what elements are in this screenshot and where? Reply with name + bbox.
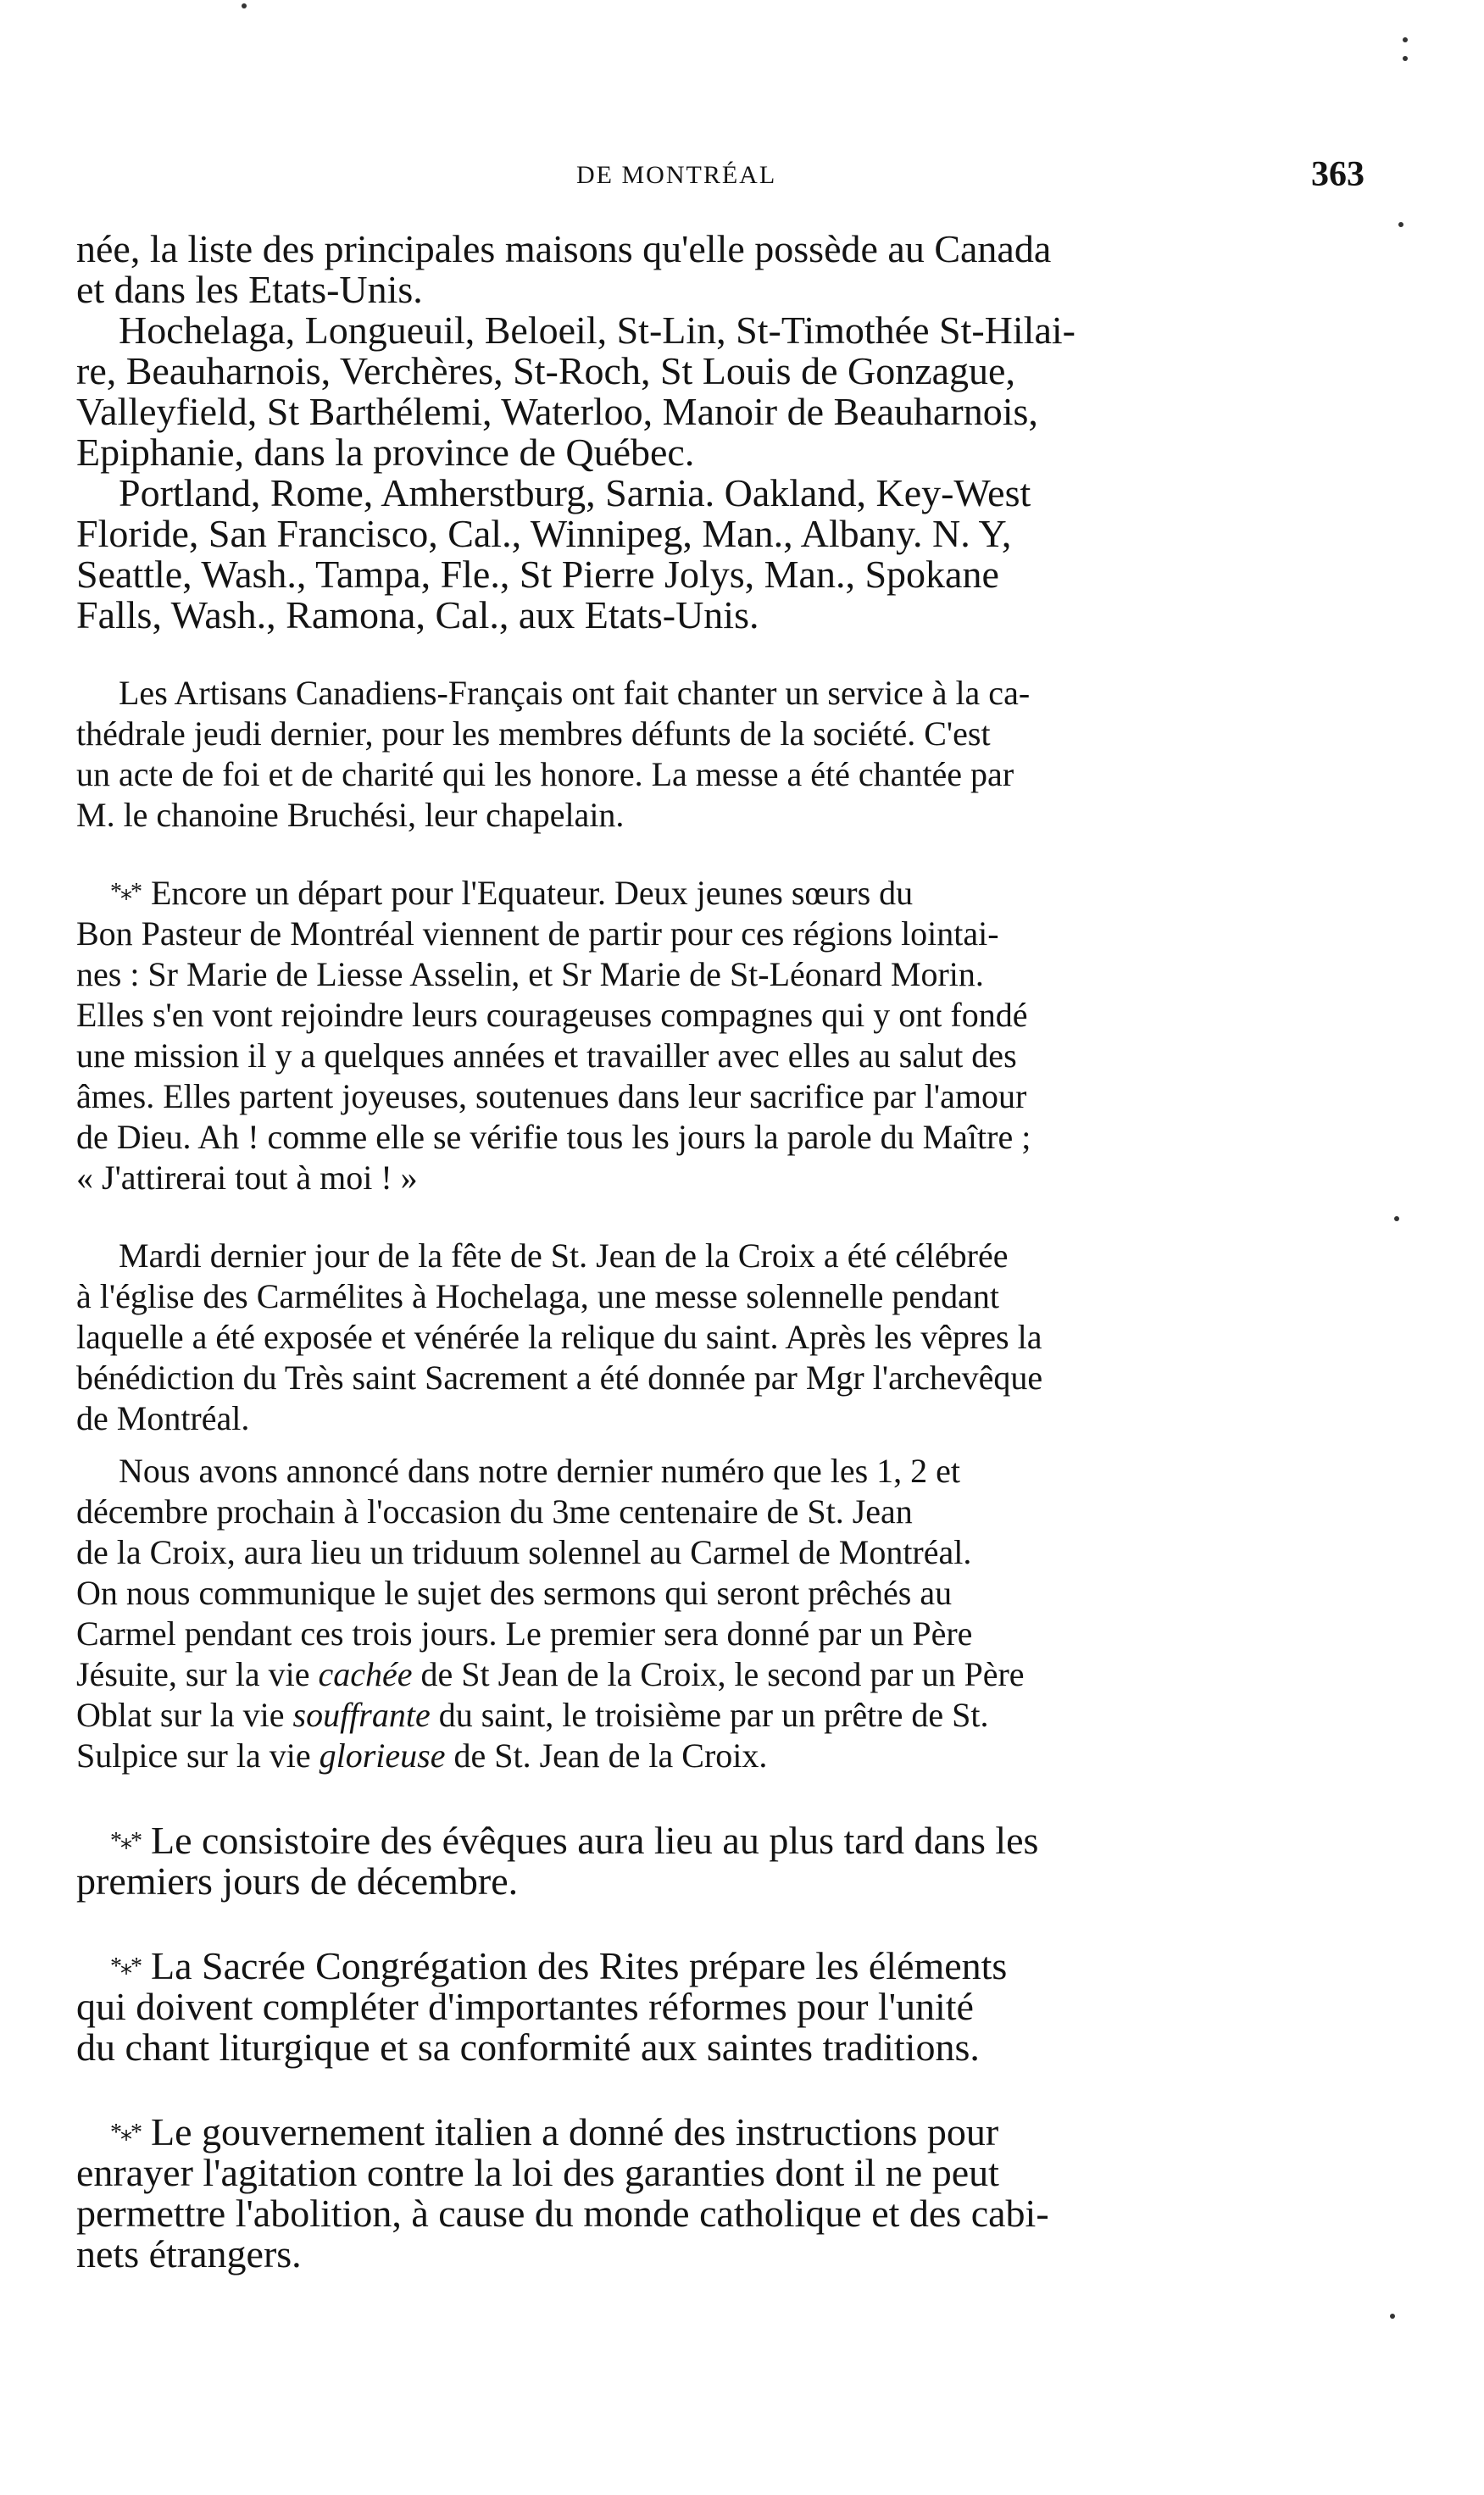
- text-line: [76, 873, 1339, 914]
- text-segment: Le consistoire des évêques aura lieu au plus tard dans les: [151, 1819, 1039, 1862]
- paragraph-7: [76, 1451, 1339, 1776]
- text-segment: Encore un départ pour l'Equateur. Deux jeunes sœurs du: [151, 874, 914, 912]
- paragraph-2: [76, 310, 1339, 473]
- text-line: [76, 1654, 1339, 1695]
- text-line: Portland, Rome, Amherstburg, Sarnia. Oakland, Key-West: [119, 471, 1031, 514]
- page-number: 363: [1311, 155, 1365, 194]
- asterism: *⁎*: [110, 2120, 141, 2146]
- text-line: [76, 1736, 1339, 1776]
- text-line: Hochelaga, Longueuil, Beloeil, St-Lin, St-Timothée St-Hilai-: [119, 308, 1075, 352]
- text-segment: de St Jean de la Croix, le second par un Père: [412, 1655, 1025, 1693]
- text-line: Carmel pendant ces trois jours. Le premier sera donné par un Père: [76, 1614, 973, 1653]
- scan-speck: [1394, 1216, 1399, 1221]
- emphasis-glorieuse: glorieuse: [319, 1736, 446, 1775]
- text-line: On nous communique le sujet des sermons qui seront prêchés au: [76, 1574, 953, 1612]
- text-segment: Sulpice sur la vie: [76, 1736, 320, 1775]
- text-line: née, la liste des principales maisons qu'elle possède au Canada: [76, 227, 1052, 270]
- text-line: Les Artisans Canadiens-Français ont fait chanter un service à la ca-: [119, 674, 1031, 712]
- text-line: nets étrangers.: [76, 2232, 302, 2276]
- paragraph-6: [76, 1236, 1339, 1439]
- text-line: Valleyfield, St Barthélemi, Waterloo, Manoir de Beauharnois,: [76, 390, 1038, 433]
- scan-speck: [242, 3, 247, 8]
- asterism: *⁎*: [110, 879, 141, 905]
- text-segment: de St. Jean de la Croix.: [445, 1736, 768, 1775]
- paragraph-4: [76, 673, 1339, 836]
- text-line: Seattle, Wash., Tampa, Fle., St Pierre Jolys, Man., Spokane: [76, 553, 999, 596]
- page-header: [76, 155, 1365, 212]
- text-segment: du saint, le troisième par un prêtre de St.: [430, 1696, 989, 1734]
- asterism: *⁎*: [110, 1953, 141, 1980]
- text-line: Nous avons annoncé dans notre dernier numéro que les 1, 2 et: [119, 1452, 961, 1490]
- text-line: thédrale jeudi dernier, pour les membres défunts de la société. C'est: [76, 714, 991, 753]
- text-segment: La Sacrée Congrégation des Rites prépare les éléments: [151, 1944, 1008, 1987]
- text-line: « J'attirerai tout à moi ! »: [76, 1159, 418, 1197]
- text-segment: Jésuite, sur la vie: [76, 1655, 319, 1693]
- text-line: bénédiction du Très saint Sacrement a été donnée par Mgr l'archevêque: [76, 1359, 1043, 1397]
- emphasis-souffrante: souffrante: [292, 1696, 431, 1734]
- paragraph-8: [76, 1820, 1339, 1902]
- text-line: décembre prochain à l'occasion du 3me centenaire de St. Jean: [76, 1492, 913, 1531]
- running-head: DE MONTRÉAL: [576, 161, 777, 189]
- text-line: [76, 1820, 1339, 1861]
- text-line: [76, 1946, 1339, 1987]
- text-line: Bon Pasteur de Montréal viennent de partir pour ces régions lointai-: [76, 914, 999, 953]
- text-line: une mission il y a quelques années et travailler avec elles au salut des: [76, 1036, 1017, 1075]
- text-line: [76, 1695, 1339, 1736]
- text-line: laquelle a été exposée et vénérée la relique du saint. Après les vêpres la: [76, 1318, 1042, 1356]
- text-line: du chant liturgique et sa conformité aux saintes traditions.: [76, 2025, 980, 2069]
- scan-speck: [1403, 56, 1408, 61]
- text-segment: Le gouvernement italien a donné des instructions pour: [151, 2110, 999, 2153]
- text-line: Floride, San Francisco, Cal., Winnipeg, Man., Albany. N. Y,: [76, 512, 1012, 555]
- text-line: re, Beauharnois, Verchères, St-Roch, St Louis de Gonzague,: [76, 349, 1015, 392]
- text-line: [76, 2112, 1339, 2153]
- text-line: de Dieu. Ah ! comme elle se vérifie tous les jours la parole du Maître ;: [76, 1118, 1031, 1156]
- scan-speck: [1390, 2314, 1395, 2319]
- text-line: et dans les Etats-Unis.: [76, 268, 423, 311]
- paragraph-5: [76, 873, 1339, 1198]
- text-line: à l'église des Carmélites à Hochelaga, une messe solennelle pendant: [76, 1277, 1000, 1315]
- scan-speck: [1398, 222, 1403, 227]
- scan-speck: [1403, 37, 1408, 42]
- paragraph-10: [76, 2112, 1339, 2275]
- text-line: de Montréal.: [76, 1399, 250, 1437]
- emphasis-cachee: cachée: [318, 1655, 413, 1693]
- text-line: permettre l'abolition, à cause du monde catholique et des cabi-: [76, 2192, 1049, 2235]
- text-line: de la Croix, aura lieu un triduum solennel au Carmel de Montréal.: [76, 1533, 972, 1571]
- asterism: *⁎*: [110, 1828, 141, 1854]
- text-line: qui doivent compléter d'importantes réformes pour l'unité: [76, 1985, 974, 2028]
- text-line: premiers jours de décembre.: [76, 1859, 519, 1903]
- text-line: nes : Sr Marie de Liesse Asselin, et Sr Marie de St-Léonard Morin.: [76, 955, 984, 993]
- article-body: [76, 229, 1339, 2275]
- text-line: Epiphanie, dans la province de Québec.: [76, 431, 695, 474]
- text-line: M. le chanoine Bruchési, leur chapelain.: [76, 796, 625, 834]
- text-line: Mardi dernier jour de la fête de St. Jean de la Croix a été célébrée: [119, 1236, 1009, 1275]
- paragraph-1: [76, 229, 1339, 310]
- text-line: Elles s'en vont rejoindre leurs courageuses compagnes qui y ont fondé: [76, 996, 1028, 1034]
- paragraph-9: [76, 1946, 1339, 2068]
- text-line: âmes. Elles partent joyeuses, soutenues dans leur sacrifice par l'amour: [76, 1077, 1027, 1115]
- text-line: Falls, Wash., Ramona, Cal., aux Etats-Unis.: [76, 593, 759, 636]
- text-segment: Oblat sur la vie: [76, 1696, 293, 1734]
- paragraph-3: [76, 473, 1339, 636]
- text-line: enrayer l'agitation contre la loi des garanties dont il ne peut: [76, 2151, 999, 2194]
- text-line: un acte de foi et de charité qui les honore. La messe a été chantée par: [76, 755, 1014, 793]
